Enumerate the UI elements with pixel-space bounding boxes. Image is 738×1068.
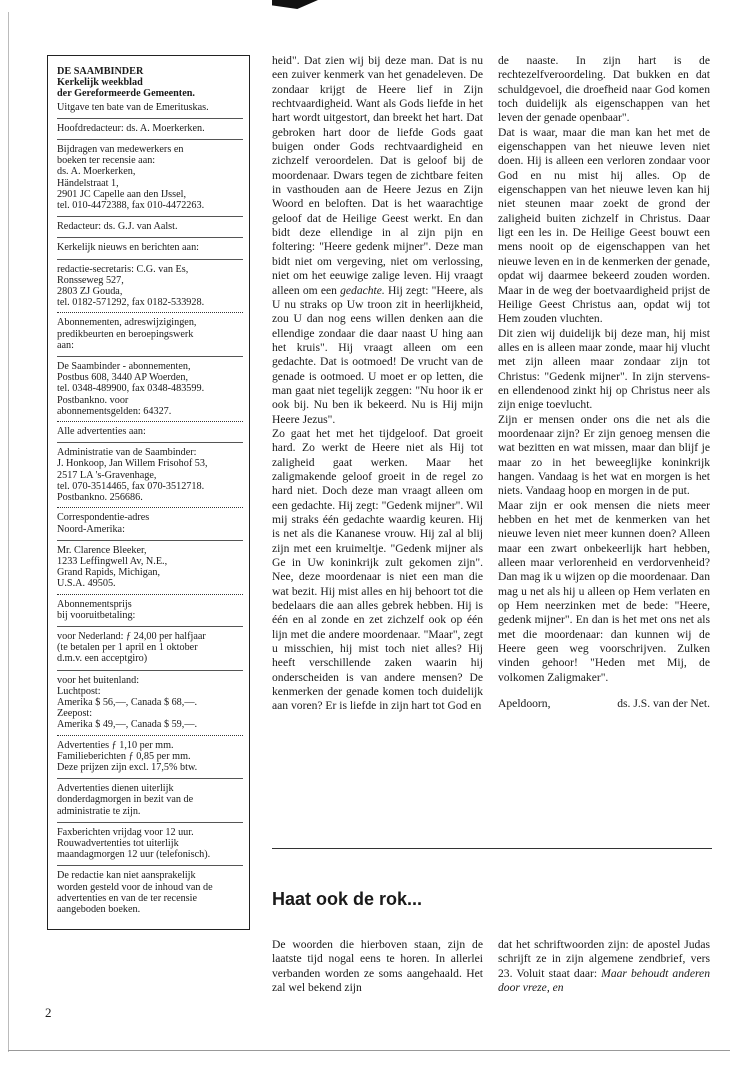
scan-mark: [272, 0, 318, 9]
divider: [57, 626, 243, 627]
fax-line: Rouwadvertenties tot uiterlijk: [57, 837, 179, 849]
star-divider: [57, 594, 243, 595]
secretariat-line: tel. 0182-571292, fax 0182-533928.: [57, 297, 205, 309]
price-head-line: bij vooruitbetaling:: [57, 609, 136, 621]
article-paragraph: Maar zijn er ook mensen die niets meer hebben en het met de kenmerken van het nieuwe leven niet meer kunnen doen? Alleen maar een zwart onbekeerlijk hart hebben, alleen maar verlorenheid en verdorvenheid? Dan mag ik u wijzen op die moordenaar. Dan mag u net als hij u alleen op Hem verlaten en op Hem neerzinken met de bede: "Heere, gedenk mijner". En dan is het met ons net als met die moordenaar: dan kunnen wij de Heere geen weg voorschrijven. Zulken vinden gehoor! "Heden met Mij, de volkomen Zaligmaker".: [498, 498, 710, 684]
article-paragraph: Zijn er mensen onder ons die net als die moordenaar zijn? Er zijn genoeg mensen die wat bezitten en wat missen, maar dan blijf je maar zo in het beweeglijke koninkrijk hangen. Vandaag is het wat en morgen is het niets. Vandaag hoop en morgen in de put.: [498, 412, 710, 498]
price-abroad-line: Amerika $ 49,—, Canada $ 59,—.: [57, 719, 198, 731]
na-head-line: Noord-Amerika:: [57, 523, 125, 535]
subscriptions-addr-line: De Saambinder - abonnementen,: [57, 361, 191, 373]
na-head-line: Correspondentie-adres: [57, 512, 150, 524]
price-head-line: Abonnementsprijs: [57, 598, 132, 610]
chief-editor: Hoofdredacteur: ds. A. Moerkerken.: [57, 122, 205, 134]
ads-address: [57, 447, 243, 503]
price-nl-line: d.m.v. een acceptgiro): [57, 653, 148, 665]
price-nl-line: (te betalen per 1 april en 1 oktober: [57, 642, 198, 654]
subscriptions-line: predikbeurten en beroepingswerk: [57, 328, 194, 340]
star-divider: [57, 312, 243, 313]
article-paragraph: [272, 54, 483, 427]
divider: [57, 216, 243, 217]
editor: Redacteur: ds. G.J. van Aalst.: [57, 221, 178, 233]
ads-addr-line: Administratie van de Saambinder:: [57, 447, 197, 459]
divider: [57, 237, 243, 238]
disclaimer: [57, 870, 243, 915]
paragraph-emphasis: gedachte.: [340, 283, 385, 297]
page-number: 2: [45, 1005, 52, 1020]
ads-addr-line: 2517 LA 's-Gravenhage,: [57, 469, 157, 481]
disclaimer-line: advertenties en van de ter recensie: [57, 892, 198, 904]
article-paragraph: [498, 938, 710, 995]
contributions-block: [57, 144, 243, 211]
star-divider: [57, 507, 243, 508]
ad-rates-line: Advertenties ƒ 1,10 per mm.: [57, 739, 174, 751]
na-addr-line: Grand Rapids, Michigan,: [57, 567, 160, 579]
fax-info: [57, 827, 243, 861]
disclaimer-line: De redactie kan niet aansprakelijk: [57, 870, 196, 882]
colophon-box: [47, 55, 250, 930]
article-paragraph: Dit zien wij duidelijk bij deze man, hij mist alles en is alleen maar zonde, maar hij vlucht met zijn alleen maar zondaar zijn tot Christus: "Gedenk mijner". In zijn stervens- en ellendenood zinkt hij op Christus neer als zijn enige toevlucht.: [498, 326, 710, 412]
ad-rates-line: Deze prijzen zijn excl. 17,5% btw.: [57, 761, 198, 773]
subscriptions-head: [57, 317, 243, 351]
subscriptions-line: aan:: [57, 339, 74, 351]
scan-edge-bottom: [8, 1050, 730, 1051]
fax-line: maandagmorgen 12 uur (telefonisch).: [57, 849, 211, 861]
masthead: [57, 66, 243, 100]
ads-head: Alle advertenties aan:: [57, 426, 146, 438]
article-paragraph: De woorden die hierboven staan, zijn de laatste tijd nogal eens te horen. In allerlei verbanden worden ze soms aangehaald. Het zal wel bekend zijn: [272, 938, 483, 995]
price-head: [57, 599, 243, 621]
star-divider: [57, 421, 243, 422]
disclaimer-line: worden gesteld voor de inhoud van de: [57, 881, 213, 893]
disclaimer-line: aangeboden boeken.: [57, 903, 141, 915]
divider: [57, 540, 243, 541]
ad-rates: [57, 740, 243, 774]
deadline-line: administratie te zijn.: [57, 805, 141, 817]
na-addr-line: U.S.A. 49505.: [57, 578, 116, 590]
ads-addr-line: J. Honkoop, Jan Willem Frisohof 53,: [57, 458, 208, 470]
subscriptions-addr-line: Postbus 608, 3440 AP Woerden,: [57, 372, 189, 384]
price-nl-line: voor Nederland: ƒ 24,00 per halfjaar: [57, 630, 206, 642]
ad-rates-line: Familieberichten ƒ 0,85 per mm.: [57, 750, 191, 762]
secretariat-line: 2803 ZJ Gouda,: [57, 286, 123, 298]
article-column-middle: [272, 54, 483, 854]
divider: [57, 778, 243, 779]
subscriptions-line: Abonnementen, adreswijzigingen,: [57, 317, 197, 329]
na-addr-line: 1233 Leffingwell Av, N.E.,: [57, 555, 168, 567]
ads-addr-line: Postbankno. 256686.: [57, 492, 143, 504]
na-head: [57, 512, 243, 534]
na-addr-line: Mr. Clarence Bleeker,: [57, 544, 147, 556]
signature-place: Apeldoorn,: [498, 697, 551, 711]
price-abroad-line: Amerika $ 56,—, Canada $ 68,—.: [57, 696, 198, 708]
price-abroad: [57, 675, 243, 731]
price-abroad-line: Zeepost:: [57, 708, 93, 720]
divider: [57, 259, 243, 260]
deadline: [57, 783, 243, 817]
contributions-line: ds. A. Moerkerken,: [57, 166, 136, 178]
section-divider: [272, 848, 712, 849]
contributions-line: tel. 010-4472388, fax 010-4472263.: [57, 200, 205, 212]
paragraph-emphasis: Maar behoudt anderen door vreze, en: [498, 966, 710, 995]
paragraph-text: dat het schriftwoorden zijn: de apostel Judas schrijft ze in zijn algemene zendbrief, vers 23. Voluit staat daar:: [498, 938, 710, 980]
contributions-line: boeken ter recensie aan:: [57, 155, 156, 167]
article-paragraph: Dat is waar, maar die man kan het met de eigenschappen van het nieuwe leven niet doen. Hij is alleen een verloren zondaar voor God en nu mist hij alles. Op de eigenschappen van het nieuwe leven kan hij niet steunen maar zoekt de grond der zaligheid buiten zichzelf in Christus. Daar ligt een les in. De Heilige Geest bouwt een mens nooit op de eigenschappen van het nieuwe leven en in de kenmerken der genade, opdat wij daarmee bekeerd zouden worden. Maar in de weg der boetvaardigheid prijst de Heilige Geest Christus aan, opdat wij tot Hem zouden vluchten.: [498, 125, 710, 326]
divider: [57, 356, 243, 357]
na-address: [57, 545, 243, 590]
star-divider: [57, 735, 243, 736]
masthead-line: DE SAAMBINDER: [57, 66, 144, 77]
price-abroad-line: voor het buitenland:: [57, 674, 140, 686]
divider: [57, 670, 243, 671]
contributions-line: Bijdragen van medewerkers en: [57, 144, 184, 156]
article2-column-middle: [272, 938, 483, 1000]
secretariat-line: Ronsseweg 527,: [57, 274, 124, 286]
ads-addr-line: tel. 070-3514465, fax 070-3512718.: [57, 480, 205, 492]
secretariat-line: redactie-secretaris: C.G. van Es,: [57, 263, 189, 275]
contributions-line: 2901 JC Capelle aan den IJssel,: [57, 188, 187, 200]
price-nl: [57, 631, 243, 665]
article2-column-right: [498, 938, 710, 1000]
contributions-line: Händelstraat 1,: [57, 177, 119, 189]
secretariat-block: [57, 264, 243, 309]
masthead-line: der Gereformeerde Gemeenten.: [57, 88, 195, 100]
signature-author: ds. J.S. van der Net.: [617, 697, 710, 711]
divider: [57, 822, 243, 823]
deadline-line: Advertenties dienen uiterlijk: [57, 783, 174, 795]
signature: [498, 697, 710, 711]
subscriptions-addr-line: tel. 0348-489900, fax 0348-483599.: [57, 383, 205, 395]
church-news-head: Kerkelijk nieuws en berichten aan:: [57, 242, 200, 254]
price-abroad-line: Luchtpost:: [57, 685, 101, 697]
article-title: Haat ook de rok...: [272, 889, 423, 909]
masthead-line: Kerkelijk weekblad: [57, 77, 143, 89]
scan-edge-left: [8, 12, 9, 1052]
article-paragraph: de naaste. In zijn hart is de rechtezelfveroordeling. Dat bukken en dat schuldgevoel, die droefheid naar God komen toch duidelijk als eigenschappen van het leven der genade openbaar".: [498, 54, 710, 125]
divider: [57, 442, 243, 443]
paragraph-text: heid". Dat zien wij bij deze man. Dat is nu een zuiver kenmerk van het genadeleven. De zondaar krijgt de Heere lief in Zijn rechtvaardigheid. Want als Gods liefde in het hart wordt uitgestort, dan breekt het hart. Dat gebroken hart door de liefde Gods gaat buigen onder Gods rechtvaardigheid en zichzelf veroordelen. Dat is geloof bij de moordenaar. Dwars tegen de zichtbare feiten in vasthouden aan de Heere Jezus en Zijn Woord en beloften. Dat is het waarachtige geloof dat de Heilige Geest werkt. En dan bidt deze ellendige in al zijn pijn en foltering: "Heere gedenk mijner". Deze man bidt niet om vergeving, niet om verlossing, niet om het eeuwige zalige leven. Hij vraagt alleen om een: [272, 54, 483, 297]
divider: [57, 865, 243, 866]
fax-line: Faxberichten vrijdag voor 12 uur.: [57, 826, 194, 838]
subscriptions-addr-line: abonnementsgelden: 64327.: [57, 405, 172, 417]
article-paragraph: Zo gaat het met het tijdgeloof. Dat groeit hard. Zo werkt de Heere niet als Hij tot zaligheid gaat werken. Maar het zaligmakende geloof groeit in de regel zo hard niet. Doch deze man vraagt alleen om een gedachte. Hij zegt: "Gedenk mijner". Wil mij straks één gedachte waardig keuren. Hij is net als die Kananese vrouw. Hij zal al blij zijn met een kruimeltje. "Gedenk mijner als Ge in Uw koninkrijk zult gekomen zijn". Nee, deze moordenaar is niet een man die wat bezit. Hij mist alles en hij behoort tot die bedelaars die aan alles gebrek hebben. Hij is één en al zonde en zet zichzelf ook op één lijn met die andere moordenaar. "Maar", zegt u misschien, hij mist toch niet alles? Hij heeft verschillende zaken waarin hij onderscheiden is van andere mensen? De kenmerken der genade komen toch duidelijk aan voren? Er is liefde in zijn hart tot God en: [272, 426, 483, 713]
subscriptions-address: [57, 361, 243, 417]
paragraph-text: Hij zegt: "Heere, als U nu straks op Uw troon zit in heerlijkheid, zou U dan nog eens willen denken aan die ellendige zondaar die daar naast U hing aan het kruis". Hij vraagt alleen om een gedachte. Dat is ootmoed! De vrucht van de genade is ootmoed. U moet er op letten, die man gaat niet tegelijk zeggen: "Nu hoor ik er ook bij. Nu ben ik bekeerd. Nu is Hij mijn Heere Jezus".: [272, 283, 483, 426]
article-column-right: [498, 54, 710, 854]
divider: [57, 118, 243, 119]
subscriptions-addr-line: Postbankno. voor: [57, 394, 129, 406]
divider: [57, 139, 243, 140]
deadline-line: donderdagmorgen in bezit van de: [57, 794, 194, 806]
issued-text: Uitgave ten bate van de Emerituskas.: [57, 101, 209, 113]
